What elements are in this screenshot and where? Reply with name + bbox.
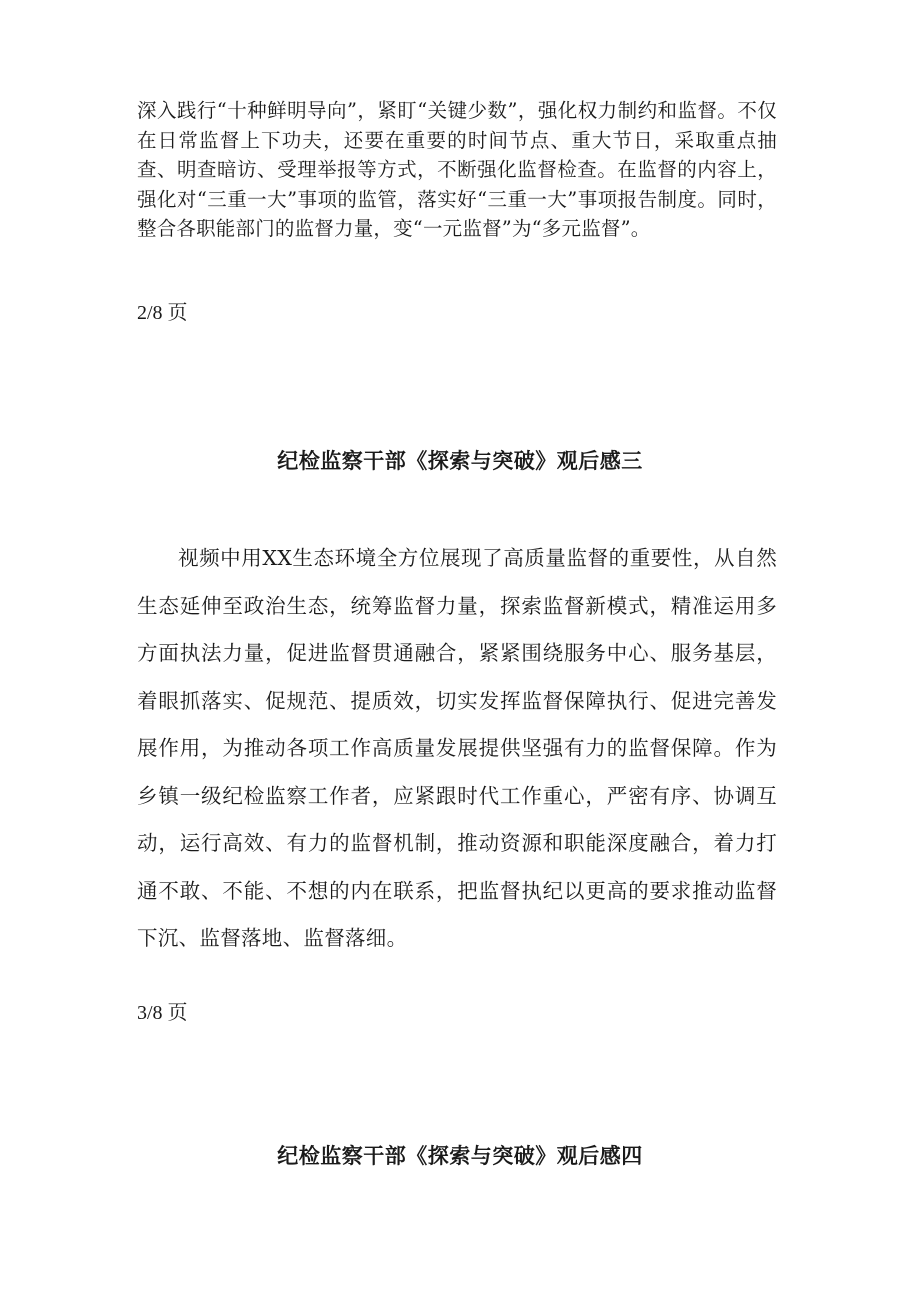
section-four-title: 纪检监察干部《探索与突破》观后感四 [277, 1143, 643, 1168]
page-number-3: 3/8 页 [137, 1002, 188, 1024]
section-three-paragraph: 视频中用XX生态环境全方位展现了高质量监督的重要性，从自然生态延伸至政治生态，统筹监督力量，探索监督新模式，精准运用多方面执法力量，促进监督贯通融合，紧紧围绕服务中心、服务基层，着眼抓落实、促规范、提质效，切实发挥监督保障执行、促进完善发展作用，为推动各项工作高质量发展提供坚强有力的监督保障。作为乡镇一级纪检监察工作者，应紧跟时代工作重心，严密有序、协调互动，运行高效、有力的监督机制，推动资源和职能深度融合，着力打通不敢、不能、不想的内在联系，把监督执纪以更高的要求推动监督下沉、监督落地、监督落细。 [137, 546, 777, 950]
page-number-2: 2/8 页 [137, 302, 188, 324]
section-two-paragraph: 深入践行“十种鲜明导向”，紧盯“关键少数”，强化权力制约和监督。不仅在日常监督上下功夫，还要在重要的时间节点、重大节日，采取重点抽查、明查暗访、受理举报等方式，不断强化监督检查。在监督的内容上，强化对“三重一大”事项的监管，落实好“三重一大”事项报告制度。同时，整合各职能部门的监督力量，变“一元监督”为“多元监督”。 [137, 99, 777, 240]
section-three-title: 纪检监察干部《探索与突破》观后感三 [277, 448, 643, 473]
